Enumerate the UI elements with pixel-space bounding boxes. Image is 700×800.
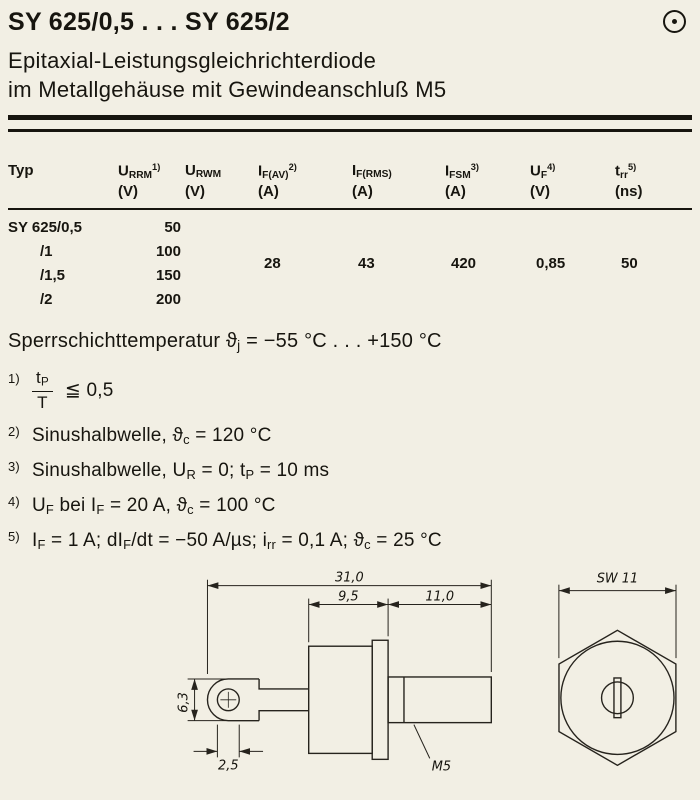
ifrms-value: 43 — [358, 255, 375, 273]
col-symbol: IFSM$^{3)}$ — [445, 161, 479, 181]
col-symbol: IF(AV)$^{2)}$ — [258, 161, 297, 181]
diode-body — [309, 646, 373, 753]
trr-value: 50 — [621, 255, 638, 273]
footnote-4 — [8, 495, 692, 517]
hex-nut-outline — [559, 631, 676, 766]
footnote-2 — [8, 425, 692, 447]
stud-end-circle — [602, 682, 634, 714]
urrm-cell: 200 — [155, 291, 181, 309]
junction-temperature-note: Sperrschichttemperatur ϑj = −55 °C . . . +150 °C — [8, 329, 442, 353]
col-unit — [8, 182, 118, 200]
footnote-marker: 2) — [8, 424, 20, 440]
col-unit: (A) — [352, 182, 373, 200]
col-symbol: UF$^{4)}$ — [530, 161, 556, 181]
col-symbol: trr$^{5)}$ — [615, 161, 637, 181]
screw-slot — [614, 678, 621, 718]
table-header-divider — [8, 208, 692, 210]
col-header-ifrms — [352, 162, 445, 202]
col-symbol: IF(RMS) — [352, 161, 392, 180]
col-header-urrm — [118, 162, 185, 202]
diode-front-view-drawing — [543, 568, 692, 780]
footnote-marker: 4) — [8, 494, 20, 510]
footnote-text: Sinushalbwelle, UR = 0; tP = 10 ms — [32, 460, 330, 483]
footnote-text: ≦ 0,5 — [64, 379, 114, 401]
col-header-trr — [615, 162, 692, 202]
flange-ring — [372, 641, 388, 760]
col-unit: (A) — [258, 183, 279, 201]
lead-top-edge — [259, 679, 309, 689]
package-drawings — [8, 568, 692, 780]
page-title: SY 625/0,5 . . . SY 625/2 — [8, 8, 290, 36]
col-unit: (A) — [445, 183, 466, 201]
page-subtitle — [8, 46, 692, 104]
type-cell: SY 625/0,5 — [8, 219, 82, 237]
thread-leader-line — [414, 725, 430, 759]
footnote-text: UF bei IF = 20 A, ϑc = 100 °C — [32, 495, 276, 518]
col-unit: (V) — [185, 182, 205, 200]
footnote-5 — [8, 530, 692, 552]
type-cell: /1 — [40, 243, 53, 261]
logo-dot — [672, 19, 677, 24]
col-header-ifav — [258, 162, 352, 202]
col-symbol: URRM$^{1)}$ — [118, 161, 161, 181]
subtitle-line-2: im Metallgehäuse mit Gewindeanschluß M5 — [8, 77, 447, 102]
dim-label-stud: 11,0 — [425, 589, 455, 605]
type-cell: /2 — [40, 291, 53, 309]
footnote-text: IF = 1 A; dIF/dt = −50 A/µs; irr = 0,1 A; ϑc = 25 °C — [32, 530, 442, 553]
footnote-1 — [8, 368, 692, 412]
urrm-cell: 50 — [164, 219, 181, 237]
footnote-text: Sinushalbwelle, ϑc = 120 °C — [32, 425, 272, 448]
urrm-cell: 150 — [155, 267, 181, 285]
dim-label-lug-height: 6,3 — [176, 692, 192, 713]
dim-label-hole: 2,5 — [218, 758, 239, 774]
divider-medium — [8, 129, 692, 132]
diode-side-view-drawing — [138, 568, 515, 780]
dim-label-wrench: SW 11 — [596, 571, 639, 587]
footnote-marker: 3) — [8, 459, 20, 475]
col-header-urwm — [185, 162, 258, 202]
ifav-value: 28 — [264, 255, 281, 273]
col-symbol: Typ — [8, 161, 34, 179]
lead-bottom-edge — [259, 711, 309, 721]
col-header-ifsm — [445, 162, 530, 202]
ratings-table-header — [8, 162, 692, 202]
ratings-table-body — [8, 216, 692, 312]
urrm-cell: 100 — [155, 243, 181, 261]
col-unit: (V) — [118, 183, 138, 201]
duty-cycle-fraction — [32, 368, 53, 412]
footnote-marker: 5) — [8, 529, 20, 545]
footnote-3 — [8, 460, 692, 482]
fraction-numerator: tP — [32, 368, 53, 392]
body-circle — [561, 642, 674, 755]
ifsm-value: 420 — [451, 255, 477, 273]
col-unit: (V) — [530, 183, 550, 201]
uf-value: 0,85 — [536, 255, 566, 273]
footnote-marker: 1) — [8, 370, 20, 386]
col-unit: (ns) — [615, 183, 643, 201]
dim-label-body: 9,5 — [338, 589, 359, 605]
type-cell: /1,5 — [40, 267, 66, 285]
col-symbol: URWM — [185, 161, 222, 180]
col-header-uf — [530, 162, 615, 202]
brand-logo-icon — [663, 10, 686, 33]
divider-thick — [8, 115, 692, 120]
fraction-denominator: T — [37, 392, 48, 412]
dim-label-total: 31,0 — [335, 570, 364, 586]
col-header-typ — [8, 162, 118, 202]
thread-label: M5 — [431, 759, 452, 775]
subtitle-line-1: Epitaxial-Leistungsgleichrichterdiode — [8, 48, 377, 73]
